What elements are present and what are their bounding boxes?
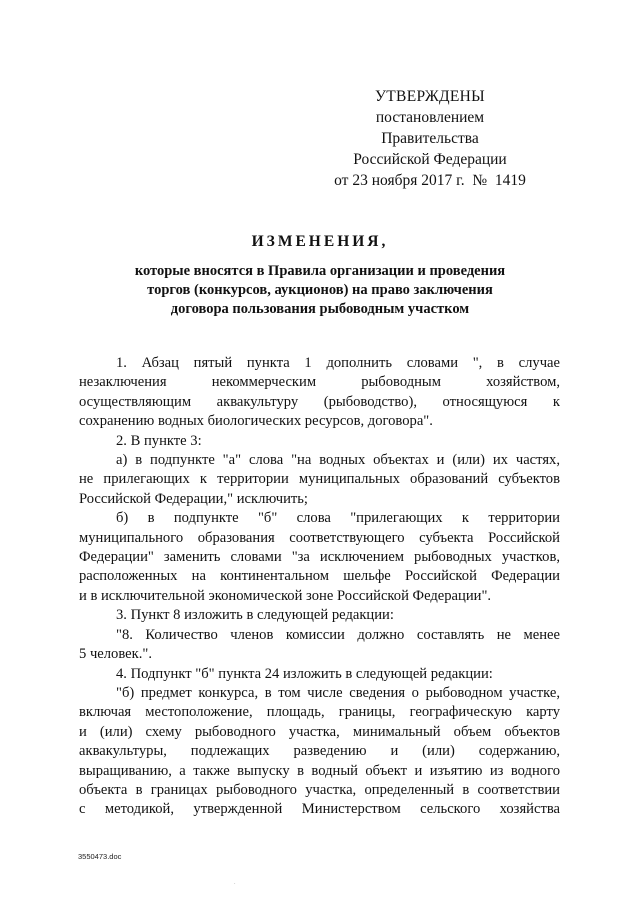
body-line: и (или) схему рыбоводного участка, минимальный объем объектов bbox=[79, 723, 560, 740]
document-file-code: 3550473.doc bbox=[78, 852, 122, 861]
approval-block bbox=[330, 86, 530, 191]
page-mark: . bbox=[234, 880, 236, 886]
body-line: б) в подпункте "б" слова "прилегающих к территории bbox=[116, 510, 560, 527]
body-line: аквакультуры, подлежащих разведению и (или) содержанию, bbox=[79, 743, 560, 760]
body-line: включая местоположение, площадь, границы, географическую карту bbox=[79, 704, 560, 721]
approval-line-2: Российской Федерации bbox=[353, 151, 507, 168]
approval-date-line: от 23 ноября 2017 г. № 1419 bbox=[334, 172, 526, 189]
document-body bbox=[79, 354, 560, 820]
body-line: 5 человек.". bbox=[79, 646, 152, 663]
body-line: 4. Подпункт "б" пункта 24 изложить в следующей редакции: bbox=[116, 665, 493, 682]
approval-title: УТВЕРЖДЕНЫ bbox=[375, 88, 485, 105]
subtitle-line-1: которые вносятся в Правила организации и проведения bbox=[134, 263, 506, 279]
body-line: и в исключительной экономической зоне Российской Федерации". bbox=[79, 587, 492, 604]
body-line: а) в подпункте "а" слова "на водных объектах и (или) их частях, bbox=[116, 452, 560, 469]
body-line: Российской Федерации," исключить; bbox=[79, 490, 308, 507]
body-line: муниципального образования соответствующего субъекта Российской bbox=[79, 529, 560, 546]
subtitle-line-3: договора пользования рыбоводным участком bbox=[170, 301, 470, 317]
body-line: 3. Пункт 8 изложить в следующей редакции: bbox=[116, 607, 394, 624]
subtitle-line-2: торгов (конкурсов, аукционов) на право заключения bbox=[147, 282, 493, 298]
body-line: Федерации" заменить словами "за исключением рыбоводных участков, bbox=[79, 549, 560, 566]
body-line: сохранению водных биологических ресурсов, договора". bbox=[79, 413, 433, 430]
body-line: осуществляющим аквакультуру (рыбоводство), относящуюся к bbox=[79, 393, 560, 410]
body-line: расположенных на континентальном шельфе Российской Федерации bbox=[79, 568, 560, 585]
body-line: "8. Количество членов комиссии должно составлять не менее bbox=[116, 626, 560, 643]
body-line: 1. Абзац пятый пункта 1 дополнить словами ", в случае bbox=[116, 355, 560, 371]
document-title: ИЗМЕНЕНИЯ, bbox=[251, 233, 389, 250]
body-line: незаключения некоммерческим рыбоводным хозяйством, bbox=[79, 374, 560, 391]
body-line: объекта в границах рыбоводного участка, определенный в соответствии bbox=[79, 781, 560, 798]
approval-line-1: постановлением Правительства bbox=[375, 109, 485, 147]
body-line: не прилегающих к территории муниципальных образований субъектов bbox=[79, 471, 560, 488]
body-line: 2. В пункте 3: bbox=[116, 432, 202, 449]
body-line: "б) предмет конкурса, в том числе сведения о рыбоводном участке, bbox=[116, 684, 560, 701]
body-line: с методикой, утвержденной Министерством сельского хозяйства bbox=[79, 801, 560, 818]
document-subtitle bbox=[80, 262, 560, 319]
body-line: выращиванию, а также выпуску в водный объект и изъятию из водного bbox=[79, 762, 560, 779]
